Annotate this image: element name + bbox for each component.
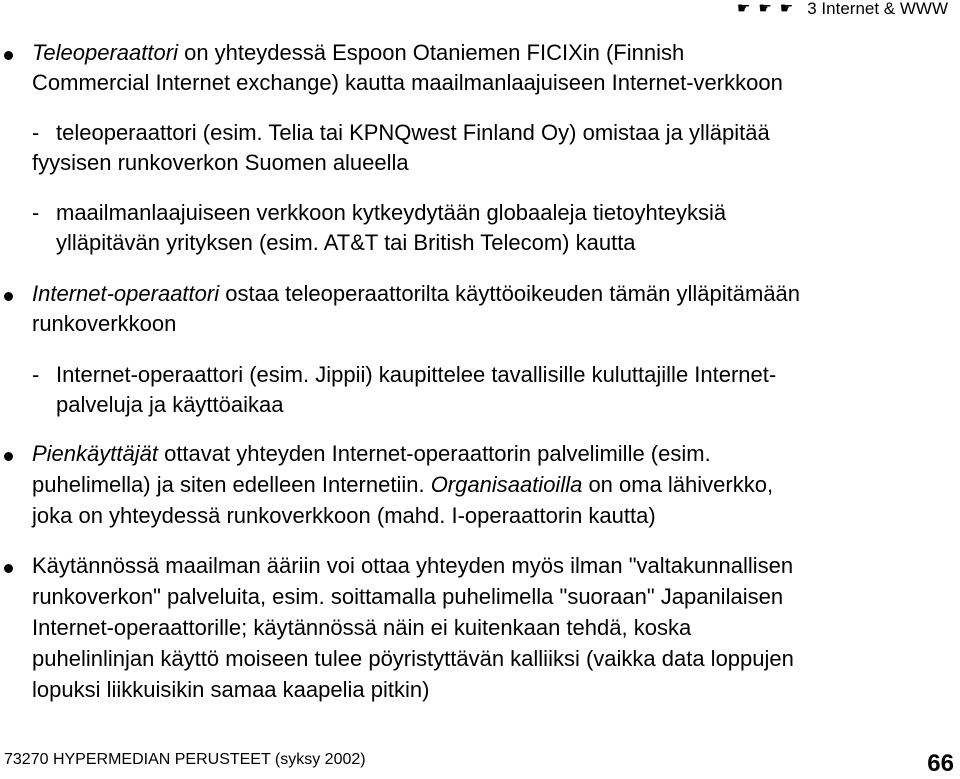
pointing-hand-icon: ☛: [736, 0, 751, 17]
term-internet-operaattori: Internet-operaattori: [32, 281, 220, 306]
pointing-hand-icon: ☛: [779, 0, 794, 17]
pointing-hand-icon: ☛: [758, 0, 772, 17]
dash-1-line-1: teleoperaattori (esim. Telia tai KPNQwest Finland Oy) omistaa ja ylläpitää: [56, 120, 770, 145]
footer-course-title: 73270 HYPERMEDIAN PERUSTEET (syksy 2002): [4, 751, 366, 768]
dash-icon: -: [32, 120, 40, 145]
dash-2-line-2: ylläpitävän yrityksen (esim. AT&T tai British Telecom) kautta: [56, 230, 636, 255]
dash-icon: -: [32, 362, 40, 387]
bullet-3-line-3: joka on yhteydessä runkoverkkoon (mahd. I-operaattorin kautta): [32, 503, 656, 528]
dash-2-line-1: maailmanlaajuiseen verkkoon kytkeydytään globaaleja tietoyhteyksiä: [56, 200, 727, 225]
bullet-3-line-2: puhelimella) ja siten edelleen Internetiin. Organisaatioilla on oma lähiverkko,: [32, 472, 774, 497]
dash-3-line-2: palveluja ja käyttöaikaa: [56, 392, 284, 417]
bullet-icon: [4, 564, 13, 573]
term-teleoperaattori: Teleoperaattori: [32, 40, 178, 65]
slide-section-title: 3 Internet & WWW: [807, 0, 948, 18]
page-number: 66: [927, 750, 954, 777]
slide-header: [737, 0, 948, 18]
term-organisaatioilla: Organisaatioilla: [430, 472, 583, 497]
bullet-4-line-3: Internet-operaattorille; käytännössä näin ei kuitenkaan tehdä, koska: [32, 615, 692, 640]
bullet-icon: [4, 292, 13, 301]
bullet-icon: [4, 51, 13, 60]
bullet-4-line-2: runkoverkon" palveluita, esim. soittamalla puhelimella "suoraan" Japanilaisen: [32, 584, 784, 609]
bullet-3-line-1: Pienkäyttäjät ottavat yhteyden Internet-operaattorin palvelimille (esim.: [32, 441, 711, 466]
bullet-4-line-1: Käytännössä maailman ääriin voi ottaa yhteyden myös ilman "valtakunnallisen: [32, 553, 794, 578]
dash-3-line-1: Internet-operaattori (esim. Jippii) kaupittelee tavallisille kuluttajille Internet-: [56, 362, 777, 387]
bullet-icon: [4, 452, 13, 461]
bullet-1-line-2: Commercial Internet exchange) kautta maailmanlaajuiseen Internet-verkkoon: [32, 70, 783, 95]
bullet-2-line-2: runkoverkkoon: [32, 311, 177, 336]
bullet-2-line-1: Internet-operaattori ostaa teleoperaattorilta käyttöoikeuden tämän ylläpitämään: [32, 281, 801, 306]
bullet-4-line-5: lopuksi liikkuisikin samaa kaapelia pitkin): [32, 677, 430, 702]
dash-icon: -: [32, 200, 40, 225]
bullet-4-line-4: puhelinlinjan käyttö moiseen tulee pöyristyttävän kalliiksi (vaikka data loppujen: [32, 646, 794, 671]
bullet-1-line-1: Teleoperaattori on yhteydessä Espoon Otaniemen FICIXin (Finnish: [32, 40, 685, 65]
dash-1-line-2: fyysisen runkoverkon Suomen alueella: [32, 150, 409, 175]
term-pienkayttajat: Pienkäyttäjät: [32, 441, 158, 466]
